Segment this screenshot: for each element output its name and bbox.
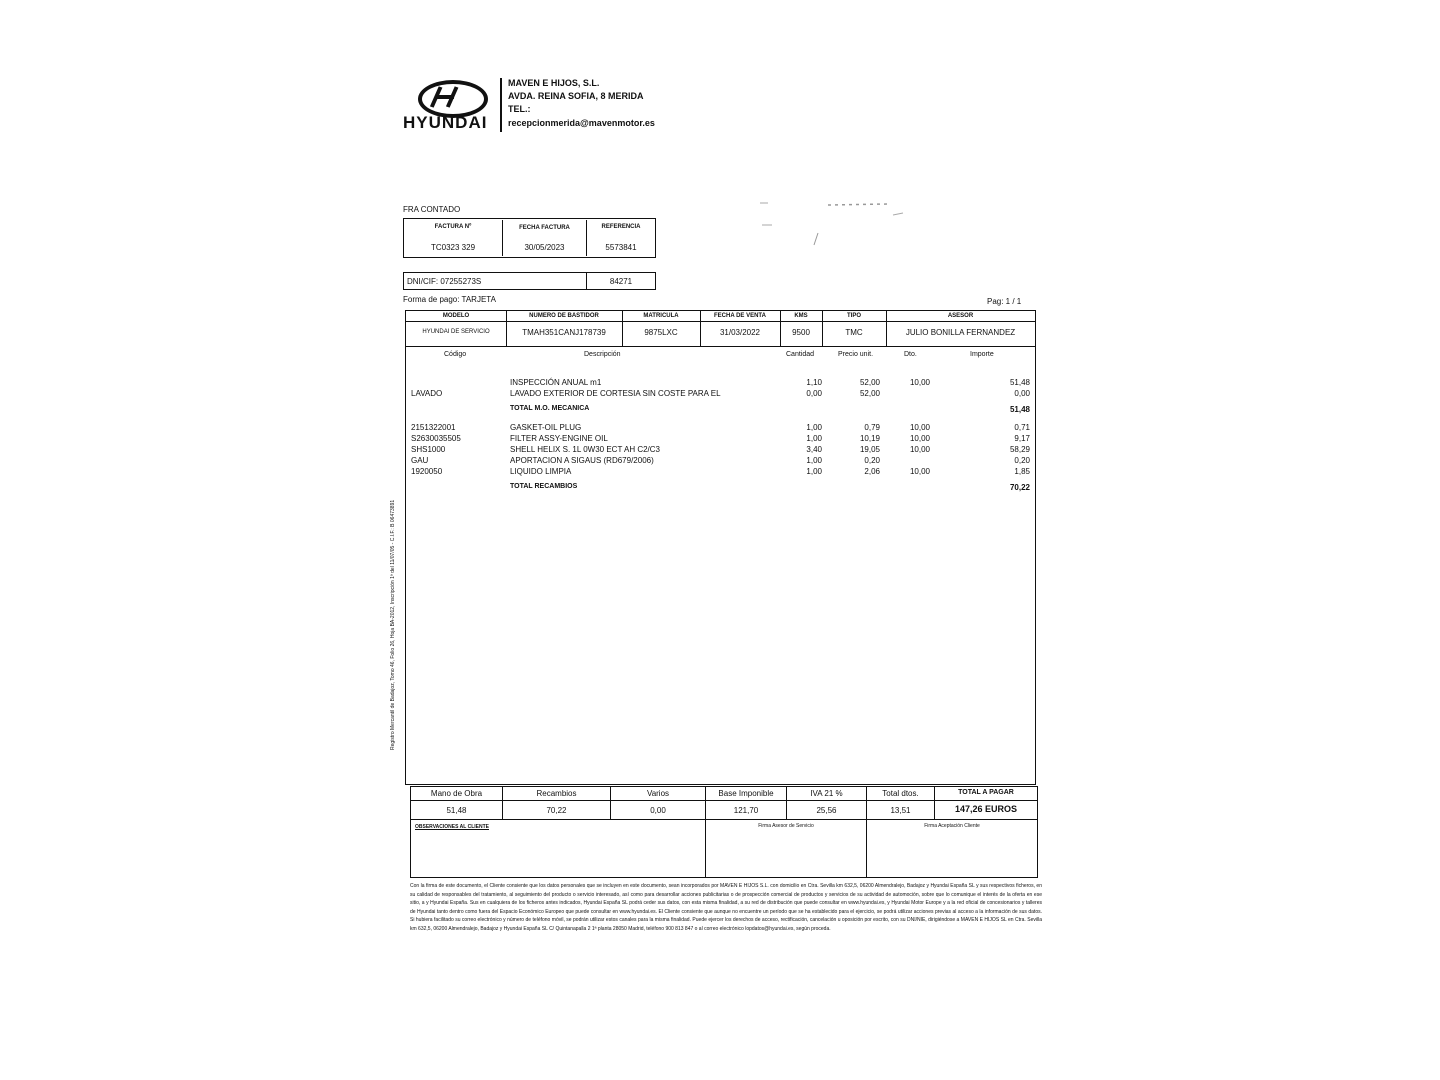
line-description: SHELL HELIX S. 1L 0W30 ECT AH C2/C3 [510,445,660,454]
parts-total-value: 70,22 [546,806,567,815]
line-amount: 0,20 [1014,456,1030,465]
vehicle-type: TMC [845,328,863,337]
type-header: TIPO [846,313,861,319]
line-qty: 1,00 [806,467,822,476]
divider [411,800,1037,801]
line-description: FILTER ASSY-ENGINE OIL [510,434,608,443]
misc-total-header: Varios [646,789,670,798]
line-price: 19,05 [859,445,880,454]
labor-total-header: Mano de Obra [430,789,483,798]
line-discount: 10,00 [909,423,930,432]
line-amount: 9,17 [1014,434,1030,443]
line-discount: 10,00 [909,434,930,443]
amount-column-header: Importe [970,351,994,358]
line-description: INSPECCIÓN ANUAL m1 [510,378,602,387]
line-code: S2630035505 [411,434,461,443]
line-description: LAVADO EXTERIOR DE CORTESIA SIN COSTE PARA EL [510,389,721,398]
invoice-date-header: FECHA FACTURA [519,225,570,231]
model-header: MODELO [442,313,470,319]
line-price: 52,00 [859,389,880,398]
legal-notice: Con la firma de este documento, el Cliente consiente que los datos personales que se incluyen en este documento, sean incorporados por MAVEN E HIJOS S.L. con domicilio en Ctra. Sevilla km 632,5, 06200 Almendralejo, Badajoz y Hyundai España SL y sus respectivos ficheros, en su calidad de responsables del tratamiento, al seguimiento del producto o servicio interesado, así como para desarrollar acciones publicitarias o de prospección comercial de productos y servicios de su actividad de automoción, sobre que lo comunique el interés de la oferta en ese sitio, a y Hyundai España. Sus en cualquiera de los ficheros antes indicados, Hyundai España SL podrá ceder sus datos, con esta misma finalidad, a su red de distribución que puede consultar en www.hyundai.es, y Hyundai Motor Europe y a la red oficial de concesionarios y talleres de Hyundai tanto dentro como fuera del Espacio Económico Europeo que puede consultar en www.hyundai.es. El Cliente consiente que aunque no encuentre un período que se ha establecido para el ejercicio, se podrá utilizar acciones previas al acceso a la información de sus datos. Si hubiera facilitado su correo electrónico y número de teléfono móvil, se podrán utilizar estos canales para la misma finalidad. Puede ejercer los derechos de acceso, rectificación, cancelación u oposición por escrito, con su DNI/NIE, dirigiéndose a MAVEN E HIJOS SL en Ctra. Sevilla km 632,5, 06200 Almendralejo, Badajoz y Hyundai España SL C/ Quintanapalla 2 1ª planta 28050 Madrid, teléfono 900 813 847 o al correo electrónico lopdatos@hyundai.es, según proceda. [410,883,1042,932]
line-price: 52,00 [859,378,880,387]
line-amount: 58,29 [1009,445,1030,454]
invoice-date: 30/05/2023 [524,243,565,252]
qty-column-header: Cantidad [786,351,815,358]
labor-total-amount: 51,48 [1009,405,1030,414]
unit-price-column-header: Precio unit. [838,351,874,358]
line-amount: 0,00 [1014,389,1030,398]
line-qty: 1,00 [806,423,822,432]
vat-header: IVA 21 % [810,789,843,798]
line-amount: 1,85 [1014,467,1030,476]
invoice-number: TC0323 329 [430,243,476,252]
observations-label: OBSERVACIONES AL CLIENTE [415,824,489,830]
vehicle-model: HYUNDAI DE SERVICIO [422,329,490,335]
base-header: Base Imponible [718,789,774,798]
logo-separator [500,78,502,132]
discount-column-header: Dto. [904,351,917,358]
line-code: SHS1000 [411,445,446,454]
parts-total-amount: 70,22 [1009,483,1030,492]
line-qty: 1,10 [806,378,822,387]
chassis-header: NUMERO DE BASTIDOR [529,313,599,319]
vehicle-kms: 9500 [792,328,810,337]
line-code: GAU [411,456,429,465]
client-signature-label: Firma Aceptación Cliente [924,823,980,829]
line-description: GASKET-OIL PLUG [510,423,582,432]
company-tel: TEL.: [508,104,531,114]
vehicle-advisor: JULIO BONILLA FERNANDEZ [905,328,1016,337]
line-qty: 1,00 [806,434,822,443]
parts-total-label: TOTAL RECAMBIOS [510,483,578,490]
labor-total-value: 51,48 [446,806,467,815]
plate-header: MATRICULA [643,313,679,319]
base-value: 121,70 [733,806,759,815]
page-indicator: Pag: 1 / 1 [987,297,1022,306]
description-column-header: Descripción [584,351,621,358]
line-code: 1920050 [411,467,443,476]
line-qty: 0,00 [806,389,822,398]
divider [406,346,1035,347]
grand-total-value: 147,26 EUROS [954,804,1018,814]
vehicle-chassis: TMAH351CANJ178739 [522,328,606,337]
company-email: recepcionmerida@mavenmotor.es [508,118,655,128]
lines-table-frame [405,310,1036,785]
invoice-number-header: FACTURA Nº [434,224,472,230]
logo-h-mark [427,84,471,110]
line-amount: 0,71 [1014,423,1030,432]
code-column-header: Código [444,351,467,358]
payment-method: Forma de pago: TARJETA [403,295,496,304]
line-price: 0,20 [864,456,880,465]
logo-text: HYUNDAI [403,113,488,132]
parts-total-header: Recambios [536,789,577,798]
company-address: AVDA. REINA SOFIA, 8 MERIDA [508,91,644,101]
discounts-header: Total dtos. [882,789,919,798]
invoice-reference-header: REFERENCIA [601,224,641,230]
line-discount: 10,00 [909,467,930,476]
grand-total-header: TOTAL A PAGAR [958,789,1014,796]
advisor-header: ASESOR [947,313,974,319]
line-amount: 51,48 [1009,378,1030,387]
line-price: 10,19 [859,434,880,443]
vat-value: 25,56 [816,806,837,815]
line-discount: 10,00 [909,445,930,454]
invoice-type: FRA CONTADO [403,205,461,214]
line-qty: 3,40 [806,445,822,454]
vehicle-sale-date: 31/03/2022 [719,328,761,337]
company-name: MAVEN E HIJOS, S.L. [508,78,600,88]
invoice-reference: 5573841 [605,243,637,252]
labor-total-label: TOTAL M.O. MECANICA [510,405,590,412]
sale-date-header: FECHA DE VENTA [713,313,766,319]
client-dni: DNI/CIF: 07255273S [407,277,482,286]
line-discount: 10,00 [909,378,930,387]
line-code: LAVADO [411,389,443,398]
line-price: 0,79 [864,423,880,432]
advisor-signature-label: Firma Asesor de Servicio [758,823,814,829]
registry-info: Registro Mercantil de Badajoz, Tomo 46, Folio 26, Hoja BA-2012, Inscripción 1ª del 11/07/05 - C.I.F.: B 06473891 [390,499,396,750]
discounts-value: 13,51 [890,806,911,815]
line-description: LIQUIDO LIMPIA [510,467,572,476]
line-code: 2151322001 [411,423,456,432]
misc-total-value: 0,00 [650,806,666,815]
vehicle-plate: 9875LXC [644,328,678,337]
kms-header: KMS [794,313,808,319]
faded-stamp [748,195,928,250]
line-qty: 1,00 [806,456,822,465]
divider [406,321,1035,322]
line-description: APORTACION A SIGAUS (RD679/2006) [510,456,654,465]
line-price: 2,06 [864,467,880,476]
client-code: 84271 [609,277,633,286]
